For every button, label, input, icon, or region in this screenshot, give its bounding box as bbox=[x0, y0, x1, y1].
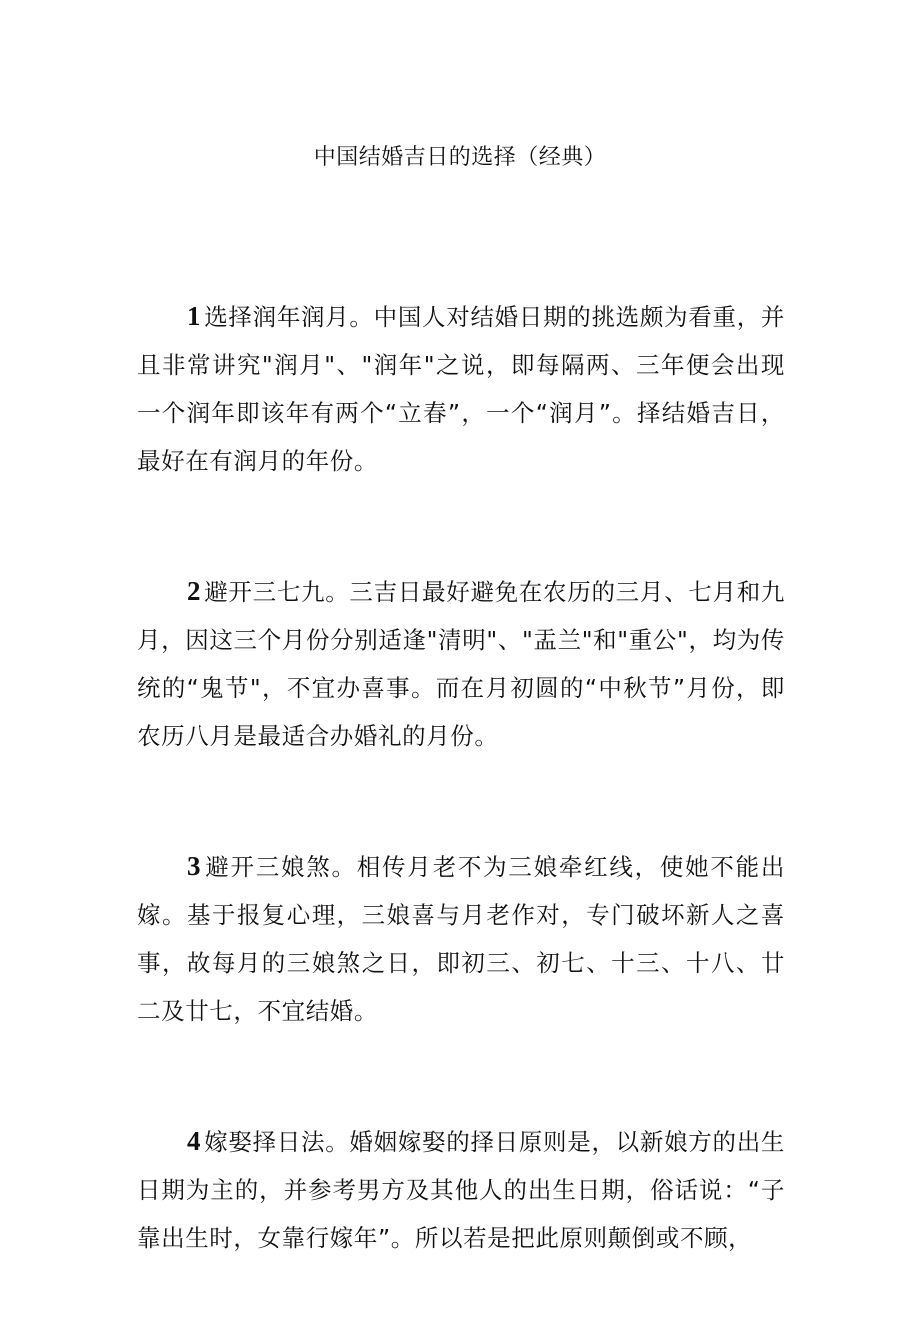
paragraph-1 bbox=[137, 292, 785, 485]
paragraph-number: 4 bbox=[187, 1126, 202, 1156]
paragraph-4 bbox=[137, 1117, 785, 1262]
paragraph-text: 避开三七九。三吉日最好避免在农历的三月、七月和九月，因这三个月份分别适逢"清明"、"盂兰"和"重公"，均为传统的“鬼节"，不宜办喜事。而在月初圆的“中秋节”月份，即农历八月是最适合办婚礼的月份。 bbox=[137, 578, 785, 750]
paragraph-number: 1 bbox=[187, 301, 202, 331]
paragraph-2 bbox=[137, 567, 785, 760]
paragraph-text: 嫁娶择日法。婚姻嫁娶的择日原则是，以新娘方的出生日期为主的，并参考男方及其他人的出生日期，俗话说：“子靠出生时，女靠行嫁年”。所以若是把此原则颠倒或不顾， bbox=[137, 1128, 785, 1252]
paragraph-3 bbox=[137, 842, 785, 1035]
paragraph-text: 选择润年润月。中国人对结婚日期的挑选颇为看重，并且非常讲究"润月"、"润年"之说，即每隔两、三年便会出现一个润年即该年有两个“立春”，一个“润月”。择结婚吉日，最好在有润月的年份。 bbox=[137, 303, 785, 475]
document-title: 中国结婚吉日的选择（经典） bbox=[313, 145, 607, 170]
document-body bbox=[137, 292, 785, 1344]
paragraph-number: 3 bbox=[187, 851, 202, 881]
paragraph-number: 2 bbox=[187, 576, 202, 606]
paragraph-text: 避开三娘煞。相传月老不为三娘牵红线，使她不能出嫁。基于报复心理，三娘喜与月老作对，专门破坏新人之喜事，故每月的三娘煞之日，即初三、初七、十三、十八、廿二及廿七，不宜结婚。 bbox=[137, 853, 785, 1025]
